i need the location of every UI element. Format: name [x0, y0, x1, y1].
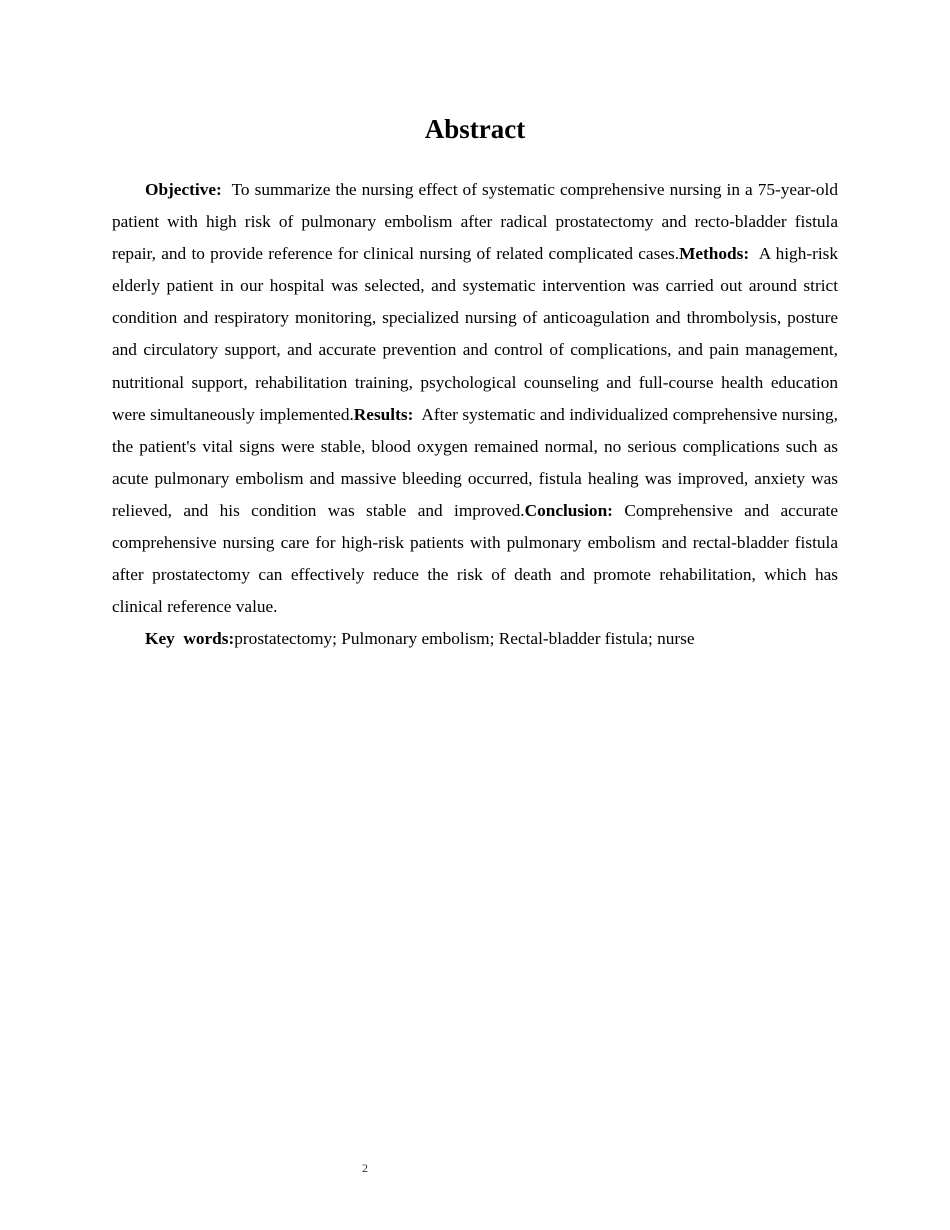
conclusion-text: Comprehensive and accurate comprehensive nursing care for high-risk patients with pulmonary embolism and rectal-bladder fistula after prostatectomy can effectively reduce the risk of death and promote rehabilitation, which has clinical reference value. — [112, 500, 839, 617]
methods-text: A high-risk elderly patient in our hospital was selected, and systematic intervention was carried out around strict condition and respiratory monitoring, specialized nursing of anticoagulation and thrombolysis, posture and circulatory support, and accurate prevention and control of complications, and pain management, nutritional support, rehabilitation training, psychological counseling and full-course health education were simultaneously implemented. — [112, 244, 839, 424]
conclusion-label: Conclusion: — [524, 500, 613, 520]
abstract-paragraph — [112, 174, 838, 623]
keywords-label: Key words: — [145, 629, 235, 649]
results-text: After systematic and individualized comprehensive nursing, the patient's vital signs were stable, blood oxygen remained normal, no serious complications such as acute pulmonary embolism and massive bleeding occurred, fistula healing was improved, anxiety was relieved, and his condition was stable and improved. — [112, 404, 838, 520]
abstract-body — [112, 174, 838, 655]
methods-label: Methods: — [679, 244, 750, 264]
page-number: 2 — [362, 1161, 368, 1175]
objective-label: Objective: — [145, 180, 222, 199]
results-label: Results: — [353, 404, 414, 424]
keywords-paragraph — [112, 623, 838, 655]
abstract-title: Abstract — [424, 114, 526, 144]
keywords-text: prostatectomy; Pulmonary embolism; Rectal-bladder fistula; nurse — [234, 629, 695, 649]
objective-text: To summarize the nursing effect of systematic comprehensive nursing in a 75-year-old patient with high risk of pulmonary embolism after radical prostatectomy and recto-bladder fistula repair, and to provide reference for clinical nursing of related complicated cases. — [112, 180, 838, 264]
